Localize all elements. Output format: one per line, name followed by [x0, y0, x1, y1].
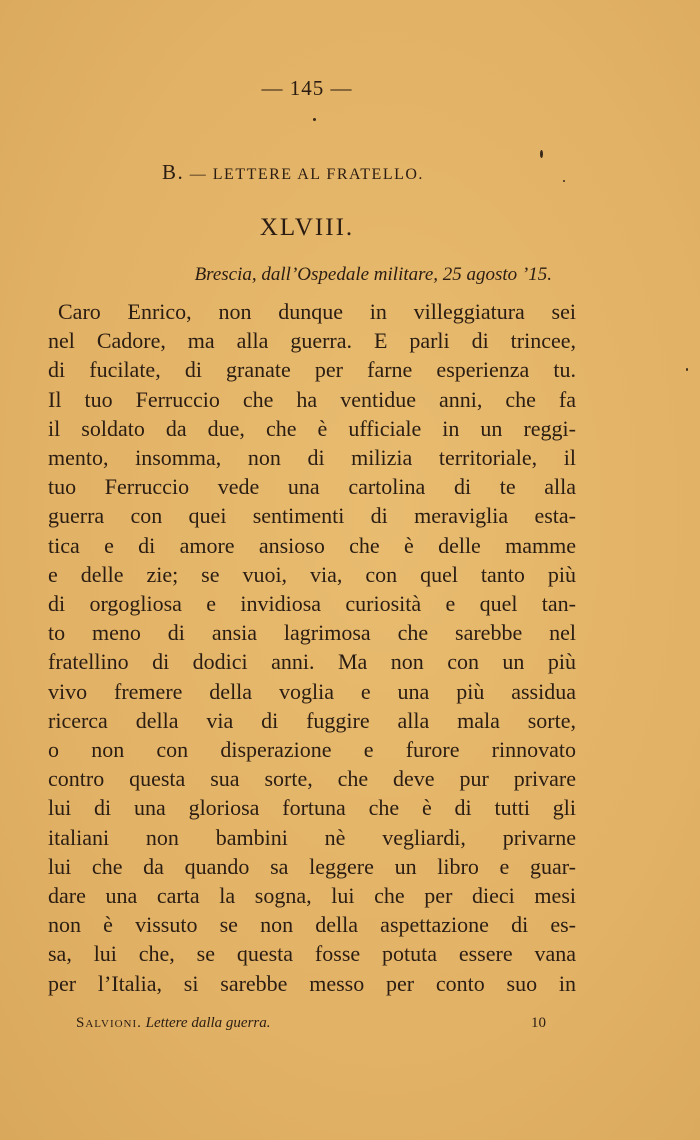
body-line: per l’Italia, si sarebbe messo per conto suo in [48, 970, 576, 996]
body-line: Caro Enrico, non dunque in villeggiatura sei [58, 299, 576, 324]
paper-speck [540, 150, 543, 158]
body-line: o non con disperazione e furore rinnovato [48, 737, 576, 763]
section-letter: B. [162, 160, 185, 184]
paper-speck [563, 180, 565, 182]
page-number: — 145 — [261, 76, 353, 100]
body-line: lui che da quando sa leggere un libro e guar- [48, 853, 576, 879]
footer-author: Salvioni. [76, 1015, 142, 1031]
body-line: il soldato da due, che è ufficiale in un reggi- [48, 415, 576, 441]
body-line: e delle zie; se vuoi, via, con quel tanto più [48, 561, 576, 587]
paper-speck [686, 368, 688, 371]
body-line: Il tuo Ferruccio che ha ventidue anni, che fa [48, 386, 576, 412]
letter-number: XLVIII. [259, 214, 355, 241]
body-line: lui di una gloriosa fortuna che è di tutti gli [48, 795, 576, 821]
body-line: dare una carta la sogna, lui che per dieci mesi [48, 883, 576, 909]
signature-mark: 10 [531, 1015, 546, 1031]
body-line: vivo fremere della voglia e una più assidua [48, 678, 576, 704]
body-line: to meno di ansia lagrimosa che sarebbe nel [48, 620, 576, 646]
body-line: tica e di amore ansioso che è delle mamme [48, 532, 576, 558]
section-title: — LETTERE AL FRATELLO. [189, 166, 424, 183]
body-line: di orgogliosa e invidiosa curiosità e quel tan- [48, 591, 576, 617]
body-line: di fucilate, di granate per farne esperienza tu. [48, 357, 576, 383]
section-heading [162, 160, 424, 185]
body-line: ricerca della via di fuggire alla mala sorte, [48, 707, 576, 733]
footer-title [76, 1015, 271, 1032]
letter-body [48, 297, 576, 998]
page-footer [76, 1015, 546, 1032]
body-line: guerra con quei sentimenti di meraviglia esta- [48, 503, 576, 529]
body-line: tuo Ferruccio vede una cartolina di te alla [48, 474, 576, 500]
body-line: nel Cadore, ma alla guerra. E parli di trincee, [48, 328, 576, 354]
body-line: contro questa sua sorte, che deve pur privare [48, 766, 576, 792]
body-line: italiani non bambini nè vegliardi, privarne [48, 824, 576, 850]
footer-work: Lettere dalla guerra. [145, 1015, 271, 1031]
paper-speck [313, 118, 316, 121]
dateline: Brescia, dall’Ospedale militare, 25 agosto ’15. [194, 264, 552, 285]
body-line: fratellino di dodici anni. Ma non con un più [48, 649, 576, 675]
body-line: sa, lui che, se questa fosse potuta essere vana [48, 941, 576, 967]
body-line: non è vissuto se non della aspettazione di es- [48, 912, 576, 938]
body-line: mento, insomma, non di milizia territoriale, il [48, 445, 576, 471]
